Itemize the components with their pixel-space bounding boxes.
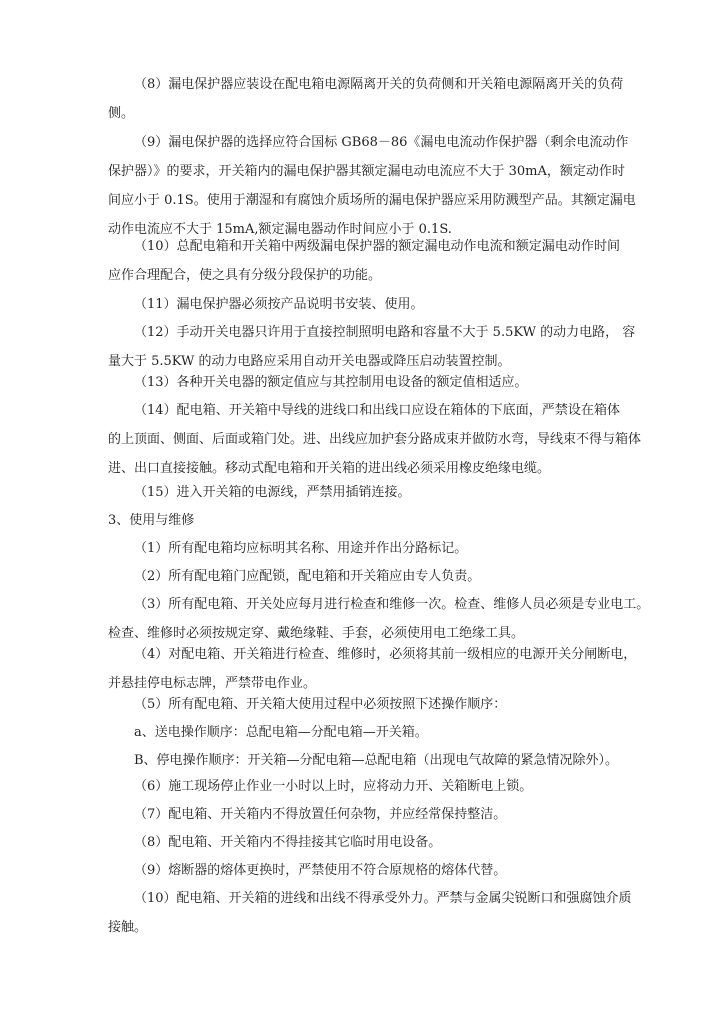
section-heading: 3、使用与维修: [108, 513, 195, 528]
text-line: （10）总配电箱和开关箱中两级漏电保护器的额定漏电动作电流和额定漏电动作时间: [134, 239, 620, 254]
text-line: （12）手动开关电器只许用于直接控制照明电路和容量不大于 5.5KW 的动力电路， 容: [134, 325, 636, 340]
text-line: 保护器）》的要求，开关箱内的漏电保护器其额定漏电动电流应不大于 30mA，额定动作时: [108, 164, 625, 179]
paragraph-usage-9: [108, 856, 620, 885]
text-line: 检查、维修时必须按规定穿、戴绝缘鞋、手套，必须使用电工绝缘工具。: [108, 626, 525, 641]
paragraph-8: [108, 70, 624, 128]
text-line: （14）配电箱、开关箱中导线的进线口和出线口应设在箱体的下底面，严禁设在箱体: [134, 403, 620, 418]
paragraph-15: [108, 478, 620, 507]
text-line: 侧。: [108, 106, 135, 121]
text-line: （6）施工现场停止作业一小时以上时，应将动力开、关箱断电上锁。: [134, 779, 533, 794]
text-line: a、送电操作顺序：总配电箱—分配电箱—开关箱。: [134, 725, 428, 740]
paragraph-usage-5b: [108, 746, 620, 775]
paragraph-usage-5a: [108, 718, 620, 747]
text-line: B、停电操作顺序：开关箱—分配电箱—总配电箱（出现电气故障的紧急情况除外）。: [134, 753, 619, 768]
paragraph-9: [108, 128, 636, 244]
paragraph-usage-2: [108, 562, 620, 591]
text-line: （8）漏电保护器应装设在配电箱电源隔离开关的负荷侧和开关箱电源隔离开关的负荷: [134, 77, 624, 92]
text-line: 进、出口直接接触。移动式配电箱和开关箱的进出线必须采用橡皮绝缘电缆。: [108, 461, 551, 476]
text-line: （5）所有配电箱、开关箱大使用过程中必须按照下述操作顺序：: [134, 697, 507, 712]
text-line: （3）所有配电箱、开关处应每月进行检查和维修一次。检查、维修人员必须是专业电工。: [134, 597, 650, 612]
paragraph-13: [108, 368, 620, 397]
text-line: 接触。: [108, 920, 148, 935]
text-line: （11）漏电保护器必须按产品说明书安装、使用。: [134, 297, 424, 312]
text-line: 应作合理配合，使之具有分级分段保护的功能。: [108, 268, 382, 283]
text-line: 间应小于 0.1S。使用于潮湿和有腐蚀介质场所的漏电保护器应采用防溅型产品。其额定漏电: [108, 193, 636, 208]
text-line: 的上顶面、侧面、后面或箱门处。进、出线应加护套分路成束并做防水弯，导线束不得与箱体: [108, 432, 642, 447]
text-line: （9）熔断器的熔体更换时，严禁使用不符合原规格的熔体代替。: [134, 863, 507, 878]
paragraph-11: [108, 290, 620, 319]
paragraph-usage-8: [108, 828, 620, 857]
paragraph-usage-7: [108, 800, 620, 829]
text-line: 量大于 5.5KW 的动力电路应采用自动开关电器或降压启动装置控制。: [108, 354, 511, 369]
text-line: 动作电流应不大于 15mA,额定漏电器动作时间应小于 0.1S.: [108, 222, 452, 237]
paragraph-10: [108, 232, 620, 290]
paragraph-usage-1: [108, 534, 620, 563]
text-line: （13）各种开关电器的额定值应与其控制用电设备的额定值相适应。: [134, 375, 528, 390]
text-line: （2）所有配电箱门应配锁，配电箱和开关箱应由专人负责。: [134, 569, 481, 584]
text-line: （7）配电箱、开关箱内不得放置任何杂物，并应经常保持整洁。: [134, 807, 507, 822]
paragraph-usage-6: [108, 772, 620, 801]
paragraph-usage-5: [108, 690, 620, 719]
text-line: （1）所有配电箱均应标明其名称、用途并作出分路标记。: [134, 541, 468, 556]
text-line: （9）漏电保护器的选择应符合国标 GB68－86《漏电电流动作保护器（剩余电流动作: [134, 135, 629, 150]
text-line: （4）对配电箱、开关箱进行检查、维修时，必须将其前一级相应的电源开关分闸断电，: [134, 647, 637, 662]
text-line: （15）进入开关箱的电源线，严禁用插销连接。: [134, 485, 411, 500]
text-line: （8）配电箱、开关箱内不得挂接其它临时用电设备。: [134, 835, 442, 850]
text-line: （10）配电箱、开关箱的进线和出线不得承受外力。严禁与金属尖锐断口和强腐蚀介质: [134, 891, 632, 906]
paragraph-14: [108, 396, 642, 483]
text-line: 并悬挂停电标志牌，严禁带电作业。: [108, 676, 317, 691]
paragraph-usage-10: [108, 884, 632, 942]
